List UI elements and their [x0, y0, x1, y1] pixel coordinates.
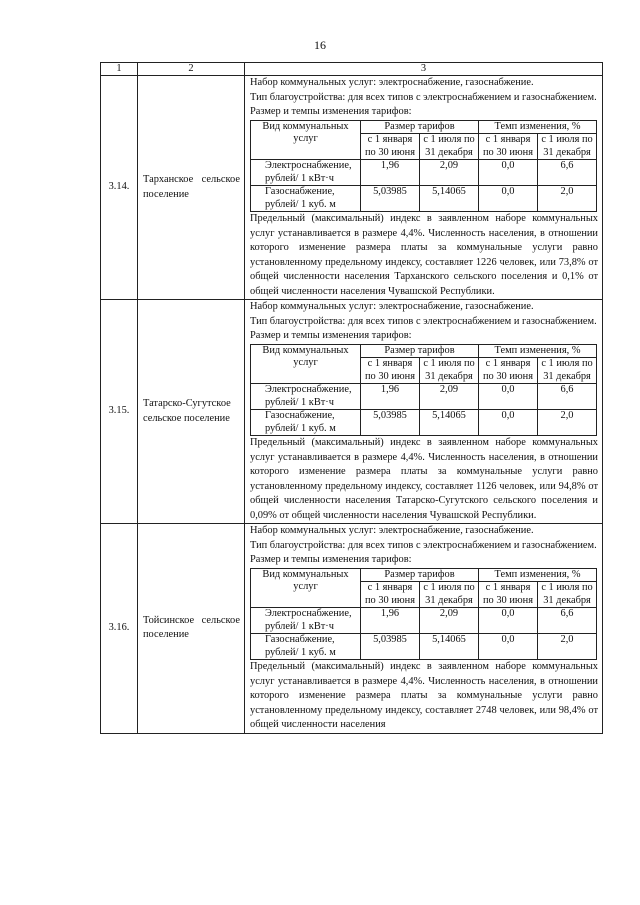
service-type-header: Вид коммунальных услуг [251, 120, 361, 160]
rate-value: 2,0 [538, 186, 597, 212]
tariff-row-gas [251, 634, 597, 660]
service-type-header: Вид коммунальных услуг [251, 344, 361, 384]
page-number: 16 [314, 38, 326, 52]
section-row [101, 76, 603, 300]
row-label: Электроснабжение, рублей/ 1 кВт·ч [251, 160, 361, 186]
tariff-value: 2,09 [420, 384, 479, 410]
period-jul-dec: с 1 июля по 31 декабря [420, 582, 479, 608]
amenity-line: Тип благоустройства: для всех типов с электроснабжением и газоснабжением. [250, 315, 597, 327]
index-paragraph: Предельный (максимальный) индекс в заявленном наборе коммунальных услуг устанавливается в размере 4,4%. Численность населения, в отношении которого изменение размера платы за коммунальные услуги равно установленному предельному индексу, составляет 1126 человек, или 94,8% от общей численности населения Татарско-Сугутского сельского поселения и 0,09% от общей численности населения Чувашской Республики. [250, 437, 598, 521]
tariff-row-electricity [251, 160, 597, 186]
settlement-name: Тарханское сельское поселение [138, 76, 245, 300]
services-line: Набор коммунальных услуг: электроснабжение, газоснабжение. [250, 525, 534, 536]
row-label: Электроснабжение, рублей/ 1 кВт·ч [251, 384, 361, 410]
section-number: 3.15. [101, 300, 138, 524]
tariff-value: 2,09 [420, 160, 479, 186]
tariff-value: 5,14065 [420, 186, 479, 212]
period-jan-jun: с 1 января по 30 июня [361, 358, 420, 384]
period-jul-dec: с 1 июля по 31 декабря [420, 134, 479, 160]
service-type-header: Вид коммунальных услуг [251, 568, 361, 608]
rate-value: 6,6 [538, 384, 597, 410]
section-number: 3.16. [101, 524, 138, 734]
section-row [101, 524, 603, 734]
tariff-value: 5,03985 [361, 410, 420, 436]
tariff-value: 1,96 [361, 384, 420, 410]
tariff-row-electricity [251, 384, 597, 410]
tariff-size-header: Размер тарифов [361, 344, 479, 358]
period-jul-dec: с 1 июля по 31 декабря [538, 358, 597, 384]
section-content [245, 76, 603, 300]
period-jan-jun: с 1 января по 30 июня [479, 358, 538, 384]
rate-value: 0,0 [479, 384, 538, 410]
change-rate-header: Темп изменения, % [479, 568, 597, 582]
rate-value: 0,0 [479, 634, 538, 660]
period-jul-dec: с 1 июля по 31 декабря [420, 358, 479, 384]
tariff-value: 5,14065 [420, 634, 479, 660]
rate-value: 0,0 [479, 186, 538, 212]
row-label: Газоснабжение, рублей/ 1 куб. м [251, 410, 361, 436]
settlement-name: Татарско-Сугутское сельское поселение [138, 300, 245, 524]
period-jul-dec: с 1 июля по 31 декабря [538, 134, 597, 160]
index-paragraph: Предельный (максимальный) индекс в заявленном наборе коммунальных услуг устанавливается в размере 4,4%. Численность населения, в отношении которого изменение размера платы за коммунальные услуги равно установленному предельному индексу, составляет 1226 человек, или 73,8% от общей численности населения Тарханского сельского поселения и 0,1% от общей численности населения Чувашской Республики. [250, 213, 598, 297]
rate-value: 6,6 [538, 608, 597, 634]
section-number: 3.14. [101, 76, 138, 300]
amenity-line: Тип благоустройства: для всех типов с электроснабжением и газоснабжением. [250, 91, 597, 103]
tariff-row-gas [251, 186, 597, 212]
period-jan-jun: с 1 января по 30 июня [479, 134, 538, 160]
tariff-value: 1,96 [361, 608, 420, 634]
tariff-row-electricity [251, 608, 597, 634]
municipal-tariff-table [100, 62, 603, 734]
column-number-1: 1 [101, 63, 138, 76]
section-row [101, 300, 603, 524]
column-number-3: 3 [245, 63, 603, 76]
change-rate-header: Темп изменения, % [479, 344, 597, 358]
rate-value: 0,0 [479, 410, 538, 436]
tariff-table [250, 344, 597, 437]
section-content [245, 300, 603, 524]
tariff-value: 1,96 [361, 160, 420, 186]
rate-value: 0,0 [479, 608, 538, 634]
row-label: Газоснабжение, рублей/ 1 куб. м [251, 634, 361, 660]
rate-value: 0,0 [479, 160, 538, 186]
rates-heading: Размер и темпы изменения тарифов: [250, 554, 412, 565]
row-label: Электроснабжение, рублей/ 1 кВт·ч [251, 608, 361, 634]
tariff-row-gas [251, 410, 597, 436]
rate-value: 6,6 [538, 160, 597, 186]
rates-heading: Размер и темпы изменения тарифов: [250, 106, 412, 117]
rate-value: 2,0 [538, 634, 597, 660]
section-content [245, 524, 603, 734]
tariff-size-header: Размер тарифов [361, 568, 479, 582]
settlement-name: Тойсинское сельское поселение [138, 524, 245, 734]
change-rate-header: Темп изменения, % [479, 120, 597, 134]
tariff-table [250, 568, 597, 661]
period-jan-jun: с 1 января по 30 июня [361, 582, 420, 608]
index-paragraph: Предельный (максимальный) индекс в заявленном наборе коммунальных услуг устанавливается в размере 4,4%. Численность населения, в отношении которого изменение размера платы за коммунальные услуги равно установленному предельному индексу, составляет 2748 человек, или 98,4% от общей численности населения [250, 661, 598, 730]
tariff-size-header: Размер тарифов [361, 120, 479, 134]
column-number-row [101, 63, 603, 76]
tariff-value: 5,14065 [420, 410, 479, 436]
rate-value: 2,0 [538, 410, 597, 436]
tariff-value: 5,03985 [361, 634, 420, 660]
services-line: Набор коммунальных услуг: электроснабжение, газоснабжение. [250, 301, 534, 312]
tariff-table [250, 120, 597, 213]
period-jan-jun: с 1 января по 30 июня [479, 582, 538, 608]
amenity-line: Тип благоустройства: для всех типов с электроснабжением и газоснабжением. [250, 539, 597, 551]
tariff-value: 2,09 [420, 608, 479, 634]
tariff-value: 5,03985 [361, 186, 420, 212]
period-jul-dec: с 1 июля по 31 декабря [538, 582, 597, 608]
period-jan-jun: с 1 января по 30 июня [361, 134, 420, 160]
row-label: Газоснабжение, рублей/ 1 куб. м [251, 186, 361, 212]
services-line: Набор коммунальных услуг: электроснабжение, газоснабжение. [250, 77, 534, 88]
rates-heading: Размер и темпы изменения тарифов: [250, 330, 412, 341]
column-number-2: 2 [138, 63, 245, 76]
